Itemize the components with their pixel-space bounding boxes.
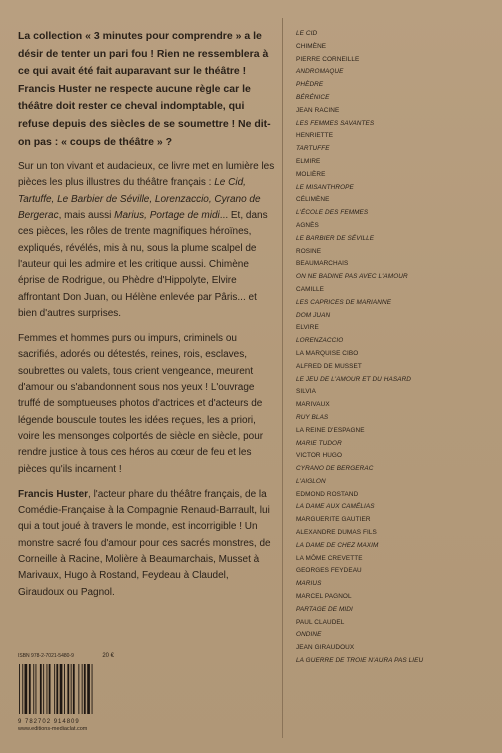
list-item: DOM JUAN	[296, 311, 331, 319]
list-item: MOLIÈRE	[296, 170, 326, 178]
list-item: MARGUERITE GAUTIER	[296, 516, 371, 524]
list-item: LA MÔME CREVETTE	[296, 554, 363, 562]
author-name: Francis Huster	[18, 488, 89, 500]
description-column	[18, 28, 276, 610]
barcode	[18, 664, 118, 714]
column-divider	[282, 18, 283, 738]
list-item: PIERRE CORNEILLE	[296, 55, 360, 63]
list-item: SILVIA	[296, 388, 317, 396]
list-item: ON NE BADINE PAS AVEC L'AMOUR	[296, 273, 408, 281]
list-item: LA DAME DE CHEZ MAXIM	[296, 541, 379, 549]
isbn: ISBN 978-2-7021-5480-9	[18, 653, 74, 659]
summary-titles: Le Cid, Tartuffe, Le Barbier de Séville, Lorenzaccio, Cyrano de Bergerac	[18, 177, 261, 222]
list-item: LES CAPRICES DE MARIANNE	[296, 298, 392, 306]
list-item: ELVIRE	[296, 324, 319, 332]
list-item: MARCEL PAGNOL	[296, 593, 352, 601]
list-item: LORENZACCIO	[296, 337, 344, 345]
list-item: ANDROMAQUE	[296, 68, 344, 76]
list-item: L'ÉCOLE DES FEMMES	[296, 209, 369, 217]
list-item: JEAN GIRAUDOUX	[296, 644, 355, 652]
list-item: MARIVAUX	[296, 401, 330, 409]
publisher-website: www.editions-mediaclat.com	[18, 726, 88, 732]
list-item: CÉLIMÈNE	[296, 196, 330, 204]
summary-part-a: Sur un ton vivant et audacieux, ce livre met en lumière les pièces les plus illustres du théâtre français :	[18, 161, 275, 189]
list-item: HENRIETTE	[296, 132, 334, 140]
list-item: LES FEMMES SAVANTES	[296, 119, 375, 127]
author-bio	[18, 487, 276, 601]
list-item: LE CID	[296, 30, 318, 37]
list-item: BEAUMARCHAIS	[296, 260, 349, 268]
list-item: BÉRÉNICE	[296, 93, 330, 101]
summary-titles-2: Marius, Portage de midi	[114, 210, 220, 222]
list-item: RUY BLAS	[296, 413, 329, 421]
list-item: AGNÈS	[296, 221, 319, 229]
list-item: ALEXANDRE DUMAS FILS	[296, 529, 377, 537]
list-item: CAMILLE	[296, 285, 325, 293]
list-item: ONDINE	[296, 631, 322, 639]
list-item: CHIMÈNE	[296, 42, 327, 50]
list-item: VICTOR HUGO	[296, 452, 343, 460]
list-item: ELMIRE	[296, 157, 321, 165]
list-item: LE MISANTHROPE	[296, 183, 354, 191]
list-item: MARIE TUDOR	[296, 439, 342, 447]
list-item: JEAN RACINE	[296, 106, 340, 114]
barcode-digits: 9 782702 914809	[18, 719, 80, 725]
list-item: ROSINE	[296, 247, 322, 255]
list-item: LE JEU DE L'AMOUR ET DU HASARD	[296, 375, 412, 383]
price: 20 €	[102, 653, 114, 659]
plays-list	[296, 28, 492, 668]
list-item: PHÈDRE	[296, 81, 324, 89]
summary-part-b: , mais aussi	[58, 210, 115, 222]
characters-paragraph: Femmes et hommes purs ou impurs, criminels ou sacrifiés, adorés ou détestés, reines, rois, esclaves, soubrettes ou valets, tous crient vengeance, meurent d'amour ou s'abandonnent sous nos yeux ! L'ouvrage truffé de somptueuses photos d'actrices et d'acteurs de légende bouscule toutes les idées reçues, les a priori, voire les mensonges colportés de siècle en siècle, pour rendre justice à tous ces héros au cœur de feu et les pièces qu'ils incarnent !	[18, 333, 264, 475]
author-bio-text: , l'acteur phare du théâtre français, de la Comédie-Française à la Compagnie Renaud-Barrault, lui qui a tout joué à travers le monde, est incorrigible ! Un monstre sacré fou d'amour pour ces sacrés monstres, de Corneille à Racine, Molière à Beaumarchais, Musset à Marivaux, Hugo à Rostand, Feydeau à Claudel, Giraudoux ou Pagnol.	[18, 488, 271, 598]
list-item: MARIUS	[296, 580, 322, 588]
list-item: ALFRED DE MUSSET	[296, 362, 362, 370]
list-item: LA REINE D'ESPAGNE	[296, 426, 365, 434]
list-item: PARTAGE DE MIDI	[296, 605, 353, 613]
summary-paragraph	[18, 159, 276, 322]
list-item: LA GUERRE DE TROIE N'AURA PAS LIEU	[296, 657, 424, 665]
isbn-line	[18, 652, 114, 660]
list-item: TARTUFFE	[296, 145, 330, 153]
list-item: PAUL CLAUDEL	[296, 618, 345, 626]
list-item: LE BARBIER DE SÉVILLE	[296, 234, 375, 242]
list-item: EDMOND ROSTAND	[296, 490, 359, 498]
summary-part-c: ... Et, dans ces pièces, les rôles de trente magnifiques héroïnes, expliqués, révélés, mis à nu, sous la plume scalpel de l'auteur qui les admire et les critique aussi. Chimène éprise de Rodrigue, ou Phèdre d'Hippolyte, Elvire affrontant Don Juan, ou Hélène enlevée par Pâris... et bien d'autres surprises.	[18, 210, 268, 319]
intro-paragraph: La collection « 3 minutes pour comprendre » a le désir de tenter un pari fou ! Rien ne ressemblera à ce qui avait été fait auparavant sur le théâtre ! Francis Huster ne respecte aucune règle car le théâtre doit rester ce cheval indomptable, qui refuse depuis des siècles de se soumettre ! Ne dit-on pas : « coups de théâtre » ?	[18, 30, 271, 148]
list-item: CYRANO DE BERGERAC	[296, 465, 374, 473]
list-item: LA DAME AUX CAMÉLIAS	[296, 503, 375, 511]
list-item: L'AIGLON	[296, 477, 326, 485]
list-item: GEORGES FEYDEAU	[296, 567, 362, 575]
list-item: LA MARQUISE CIBO	[296, 349, 359, 357]
barcode-area	[18, 652, 138, 732]
